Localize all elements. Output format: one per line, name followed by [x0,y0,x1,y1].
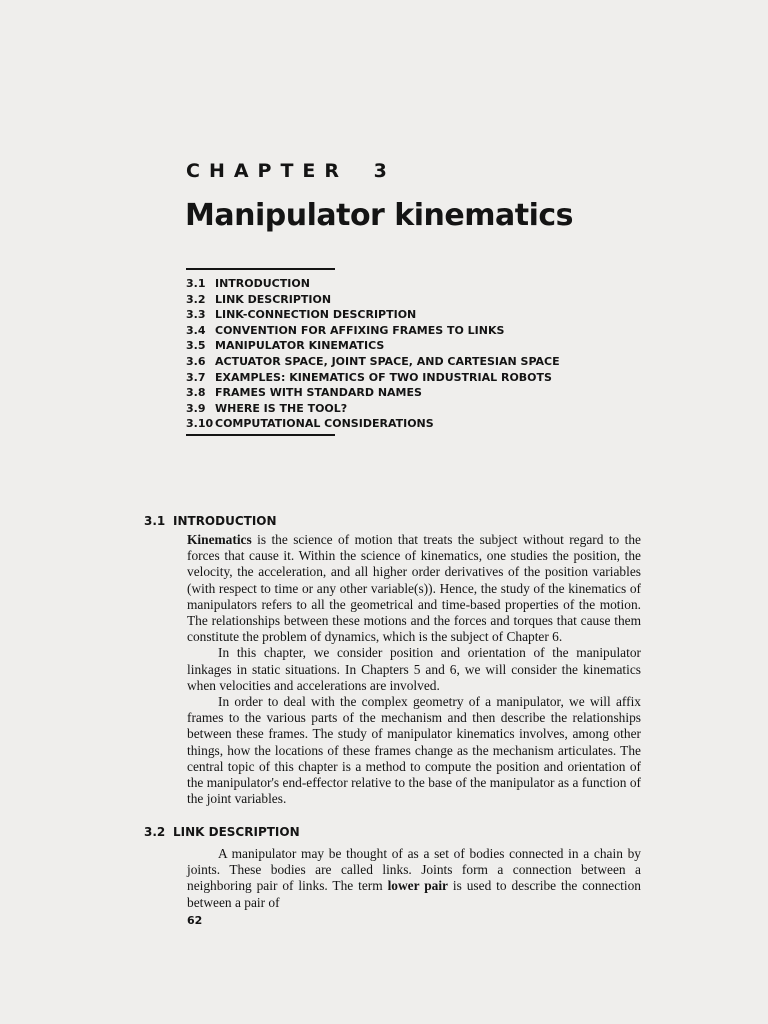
toc-item-number: 3.3 [186,308,206,322]
section-number: 3.1 [144,514,166,528]
toc-item-title: FRAMES WITH STANDARD NAMES [215,386,422,400]
toc-bottom-rule [186,434,335,436]
paragraph: A manipulator may be thought of as a set of bodies connected in a chain by joints. These bodies are called links. Joints form a connection between a neighboring pair of links. The term lower pair is used to describe the connection between a pair of [187,846,641,910]
section-heading-introduction [144,514,277,528]
toc-item-title: ACTUATOR SPACE, JOINT SPACE, AND CARTESIAN SPACE [215,354,560,368]
toc-item [186,416,560,432]
toc-top-rule [186,268,335,270]
section-heading-link-description [144,825,300,839]
page-number: 62 [187,914,203,927]
toc-item-number: 3.4 [186,323,206,337]
toc-item-number: 3.5 [186,339,206,353]
chapter-label: CHAPTER 3 [186,160,396,182]
paragraph: In order to deal with the complex geometry of a manipulator, we will affix frames to the various parts of the mechanism and then describe the relationships between these frames. The study of manipulator kinematics involves, among other things, how the locations of these frames change as the mechanism articulates. The central topic of this chapter is a method to compute the position and orientation of the manipulator's end-effector relative to the base of the manipulator as a function of the joint variables. [187,694,641,807]
toc-item-number: 3.10 [186,417,214,431]
toc-item-title: CONVENTION FOR AFFIXING FRAMES TO LINKS [215,323,505,337]
toc-item [186,338,560,354]
toc-item-title: MANIPULATOR KINEMATICS [215,339,385,353]
section-title: LINK DESCRIPTION [173,825,300,839]
paragraph: Kinematics is the science of motion that treats the subject without regard to the forces that cause it. Within the science of kinematics, one studies the position, the velocity, the acceleration, and all higher order derivatives of the position variables (with respect to time or any other variable(s)). Hence, the study of the kinematics of manipulators refers to all the geometrical and time-based properties of the motion. The relationships between these motions and the forces and torques that cause them constitute the problem of dynamics, which is the subject of Chapter 6. [187,532,641,645]
term-lower-pair: lower pair [387,878,448,894]
toc-item [186,276,560,292]
toc-item-title: INTRODUCTION [215,277,310,290]
toc-item-title: LINK DESCRIPTION [215,292,332,306]
toc-item-title: EXAMPLES: KINEMATICS OF TWO INDUSTRIAL ROBOTS [215,370,552,384]
toc-item-title: LINK-CONNECTION DESCRIPTION [215,308,417,322]
toc-item-title: WHERE IS THE TOOL? [215,401,348,415]
toc-item-title: COMPUTATIONAL CONSIDERATIONS [215,417,434,431]
paragraph: In this chapter, we consider position and orientation of the manipulator linkages in static situations. In Chapters 5 and 6, we will consider the kinematics when velocities and accelerations are involved. [187,645,641,693]
toc-item [186,323,560,339]
toc-item [186,292,560,308]
section-title: INTRODUCTION [173,514,277,528]
toc-item-number: 3.6 [186,354,206,368]
section-body-link-description [187,846,641,911]
section-body-introduction [187,532,641,807]
term-kinematics: Kinematics [187,532,252,547]
toc-item [186,354,560,370]
section-number: 3.2 [144,825,166,839]
toc-item-number: 3.7 [186,370,206,384]
table-of-contents [186,276,560,432]
toc-item-number: 3.9 [186,401,206,415]
toc-item-number: 3.1 [186,277,206,290]
toc-item [186,307,560,323]
toc-item [186,370,560,386]
toc-item-number: 3.2 [186,292,206,306]
toc-item [186,401,560,417]
chapter-title: Manipulator kinematics [185,198,573,233]
toc-item-number: 3.8 [186,386,206,400]
toc-item [186,385,560,401]
